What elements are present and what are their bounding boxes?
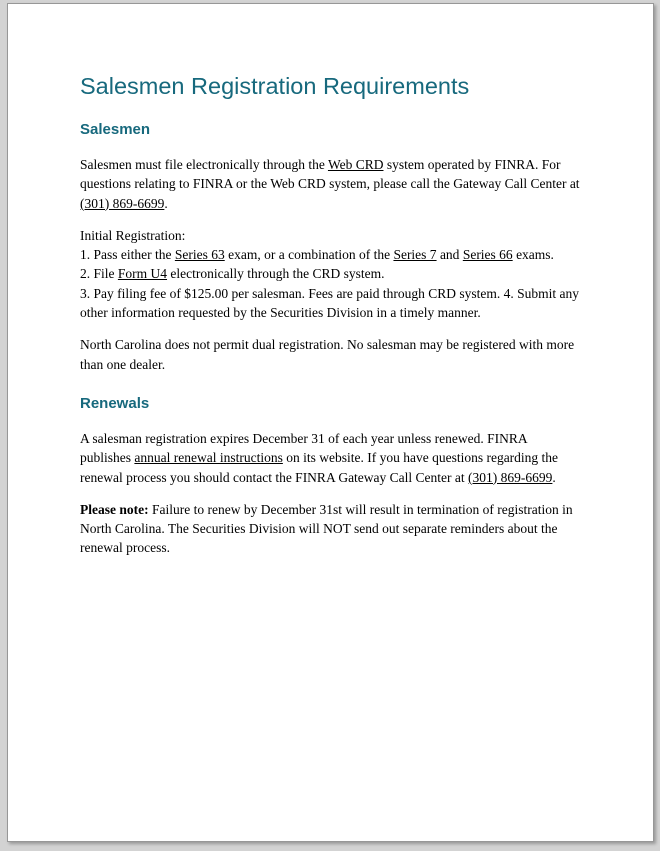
- document-page: [7, 3, 654, 842]
- link-series-66[interactable]: Series 66: [462, 247, 513, 263]
- page-title: Salesmen Registration Requirements: [80, 73, 470, 99]
- sections: [80, 121, 587, 558]
- section-heading: Renewals: [80, 394, 150, 412]
- bold-text: Please note:: [80, 501, 149, 517]
- link-form-u4[interactable]: Form U4: [117, 266, 168, 282]
- section: [80, 121, 587, 374]
- paragraph: Please note: Failure to renew by December 31st will result in termination of registration in North Carolina. The Securities Division will NOT send out separate reminders about the renewal process.: [80, 501, 573, 556]
- paragraph: A salesman registration expires December 31 of each year unless renewed. FINRA publishes annual renewal instructions on its website. If you have questions regarding the renewal process you should contact the FINRA Gateway Call Center at (301) 869-6699.: [80, 430, 559, 485]
- section: [80, 395, 587, 558]
- link-web-crd[interactable]: Web CRD: [327, 157, 384, 172]
- link-series-7[interactable]: Series 7: [393, 247, 437, 263]
- paragraph: Salesmen must file electronically through the Web CRD system operated by FINRA. For questions relating to FINRA or the Web CRD system, please call the Gateway Call Center at (301) 869-6699.: [80, 157, 580, 211]
- section-heading: Salesmen: [80, 121, 151, 138]
- paragraph: North Carolina does not permit dual registration. No salesman may be registered with more than one dealer.: [80, 337, 575, 372]
- link-301-869-6699[interactable]: (301) 869-6699: [468, 469, 553, 485]
- paragraph: Initial Registration: 1. Pass either the Series 63 exam, or a combination of the Series 7 and Series 66 exams. 2. File Form U4 electronically through the CRD system. 3. Pay filing fee of $125.00 per salesman. Fees are paid through CRD system. 4. Submit any other information requested by the Securities Division in a timely manner.: [80, 227, 580, 321]
- link-annual-renewal-instructions[interactable]: annual renewal instructions: [134, 450, 283, 466]
- link-301-869-6699[interactable]: (301) 869-6699: [80, 195, 165, 211]
- link-series-63[interactable]: Series 63: [174, 247, 225, 263]
